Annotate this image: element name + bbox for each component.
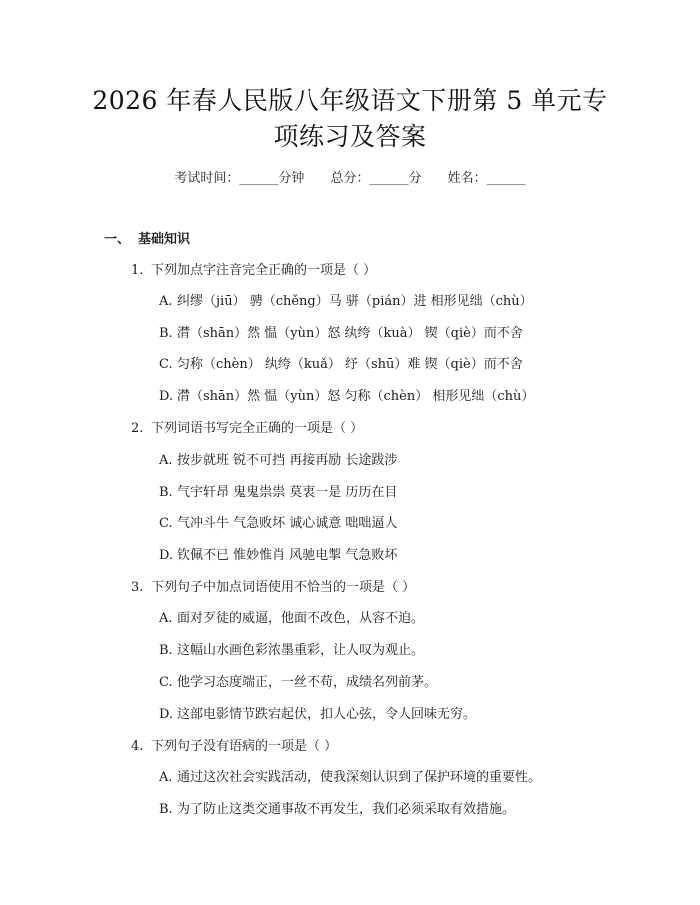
exam-info-row bbox=[0, 170, 700, 188]
option-text: 潸（shān）然 愠（yùn）怒 纨绔（kuà） 锲（qiè）而不舍 bbox=[177, 326, 523, 341]
option-letter: B. bbox=[159, 485, 173, 500]
question-text: 下列加点字注音完全正确的一项是（ ） bbox=[151, 263, 377, 278]
option-text: 气宇轩昂 鬼鬼祟祟 莫衷一是 历历在目 bbox=[177, 485, 398, 500]
option-letter: C. bbox=[159, 516, 173, 531]
question-2 bbox=[131, 420, 363, 438]
option-text: 通过这次社会实践活动，使我深刻认识到了保护环境的重要性。 bbox=[177, 770, 542, 785]
option-4b bbox=[159, 801, 515, 819]
question-text: 下列句子没有语病的一项是（ ） bbox=[151, 739, 338, 754]
option-1d bbox=[159, 388, 534, 406]
question-number: 2. bbox=[131, 421, 144, 436]
option-letter: D. bbox=[159, 389, 174, 404]
question-3 bbox=[131, 579, 415, 597]
option-1c bbox=[159, 356, 523, 374]
option-letter: B. bbox=[159, 802, 173, 817]
option-text: 纠缪（jiū） 骋（chěng）马 骈（pián）进 相形见绌（chù） bbox=[177, 294, 533, 309]
option-text: 气冲斗牛 气急败坏 诚心诚意 咄咄逼人 bbox=[177, 516, 398, 531]
question-number: 1. bbox=[131, 263, 144, 278]
option-letter: B. bbox=[159, 326, 173, 341]
exam-time: 考试时间：______分钟 bbox=[174, 171, 305, 186]
option-text: 这部电影情节跌宕起伏，扣人心弦，令人回味无穷。 bbox=[177, 707, 477, 722]
option-1a bbox=[159, 293, 533, 311]
option-text: 钦佩不已 惟妙惟肖 风驰电掣 气急败坏 bbox=[177, 548, 398, 563]
question-number: 3. bbox=[131, 580, 144, 595]
option-letter: D. bbox=[159, 707, 174, 722]
option-letter: A. bbox=[159, 453, 173, 468]
exam-student-name: 姓名：______ bbox=[447, 171, 526, 186]
option-3d bbox=[159, 706, 476, 724]
question-text: 下列句子中加点词语使用不恰当的一项是（ ） bbox=[151, 580, 416, 595]
document-title-line-2: 项练习及答案 bbox=[273, 122, 427, 151]
option-3c bbox=[159, 674, 437, 692]
option-letter: B. bbox=[159, 643, 173, 658]
question-text: 下列词语书写完全正确的一项是（ ） bbox=[151, 421, 364, 436]
option-text: 按步就班 锐不可挡 再接再励 长途跋涉 bbox=[177, 453, 398, 468]
option-2c bbox=[159, 515, 397, 533]
option-1b bbox=[159, 325, 523, 343]
section-heading bbox=[104, 231, 190, 249]
option-2a bbox=[159, 452, 397, 470]
option-4a bbox=[159, 769, 541, 787]
option-2b bbox=[159, 484, 397, 502]
option-3a bbox=[159, 610, 424, 628]
option-letter: C. bbox=[159, 357, 173, 372]
option-text: 为了防止这类交通事故不再发生，我们必须采取有效措施。 bbox=[177, 802, 516, 817]
option-3b bbox=[159, 642, 424, 660]
option-text: 面对歹徒的威逼，他面不改色，从容不迫。 bbox=[177, 611, 425, 626]
option-letter: A. bbox=[159, 770, 173, 785]
question-1 bbox=[131, 262, 376, 280]
option-text: 这幅山水画色彩浓墨重彩，让人叹为观止。 bbox=[177, 643, 425, 658]
question-4 bbox=[131, 738, 337, 756]
option-letter: A. bbox=[159, 294, 173, 309]
section-title: 基础知识 bbox=[138, 232, 191, 247]
option-letter: D. bbox=[159, 548, 174, 563]
section-number: 一、 bbox=[104, 232, 131, 247]
option-text: 潸（shān）然 愠（yùn）怒 匀称（chèn） 相形见绌（chù） bbox=[177, 389, 535, 404]
option-text: 他学习态度端正，一丝不苟，成绩名列前茅。 bbox=[177, 675, 438, 690]
option-2d bbox=[159, 547, 397, 565]
option-letter: A. bbox=[159, 611, 173, 626]
option-text: 匀称（chèn） 纨绔（kuǎ） 纾（shū）难 锲（qiè）而不舍 bbox=[177, 357, 523, 372]
exam-total-score: 总分：______分 bbox=[330, 171, 422, 186]
question-number: 4. bbox=[131, 739, 144, 754]
document-title-line-1: 2026 年春人民版八年级语文下册第 5 单元专 bbox=[92, 86, 608, 115]
option-letter: C. bbox=[159, 675, 173, 690]
